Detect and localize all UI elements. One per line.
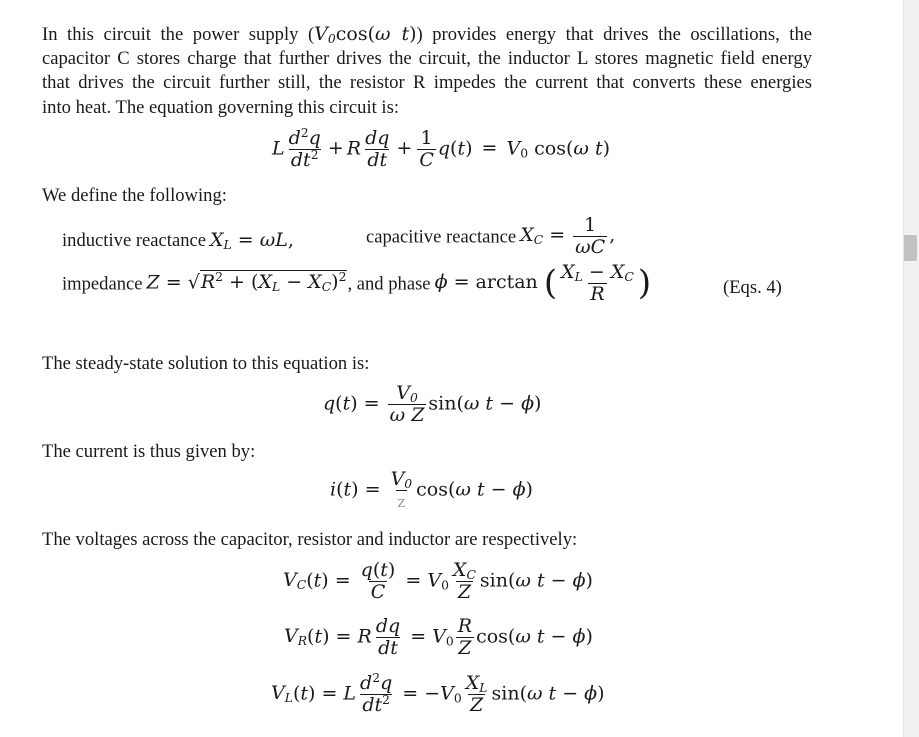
impedance-phase-def: impedance $Z = √R^2 + (X_L - X_C)^2$, and phase ϕ = arctan ( $\frac{X_L - X_C}{R}$ ) (62, 261, 652, 305)
power-supply-expression: $V_0$ (314, 23, 336, 47)
intro-line-4: into heat. The equation governing this circuit is: (42, 96, 399, 118)
equation-tag: (Eqs. 4) (723, 277, 782, 298)
resistor-voltage-equation: $V_R(t) = R$ $\frac{dq}{dt}$ = $V_0$ $\frac{R}{Z}$ cos(ω t − ϕ) (284, 615, 593, 659)
define-heading: We define the following: (42, 185, 227, 206)
voltages-heading: The voltages across the capacitor, resistor and inductor are respectively: (42, 529, 578, 550)
charge-solution-equation: q(t) = $\frac{V_0}{\text{ω Z}}$ sin(ω t − ϕ) (323, 382, 542, 426)
inductor-voltage-equation: $V_L(t) = L$ $\frac{d^2q}{dt^2}$ = $-V_0$ $\frac{X_L}{Z}$ sin(ω t − ϕ) (271, 671, 605, 716)
capacitive-reactance-def: capacitive reactance $X_C$ = $\frac{1}{\omega C}$ , (366, 214, 616, 258)
steady-state-heading: The steady-state solution to this equation is: (42, 353, 370, 374)
scrollbar-thumb[interactable] (904, 235, 917, 261)
inductive-reactance-def: inductive reactance $X_L = \omega L$, (62, 229, 294, 253)
capacitor-voltage-equation: $V_C(t)$ = $\frac{q(t)}{C}$ = $V_0$ $\frac{X_C}{Z}$ sin(ω t − ϕ) (283, 559, 593, 603)
current-equation: i(t) = $\frac{V_0}{Z}$ cos(ω t − ϕ) (330, 468, 533, 510)
vertical-scrollbar[interactable] (903, 0, 919, 737)
intro-line-3: that drives the circuit further still, the resistor R impedes the current that converts these energies (42, 72, 812, 94)
intro-line-1: In this circuit the power supply ($V_0\cos(\omega$ t)) provides energy that drives the oscillations, the (42, 23, 812, 47)
governing-equation: L $\frac{d^2q}{dt^2}$ + R $\frac{dq}{dt}$ + $\frac{1}{C}$ $q(t) = V_0$ cos(ω t) (272, 126, 611, 171)
intro-line-2: capacitor C stores charge that further drives the circuit, the inductor L stores magnetic field energy (42, 48, 812, 70)
current-heading: The current is thus given by: (42, 441, 256, 462)
intro-paragraph (42, 22, 812, 120)
